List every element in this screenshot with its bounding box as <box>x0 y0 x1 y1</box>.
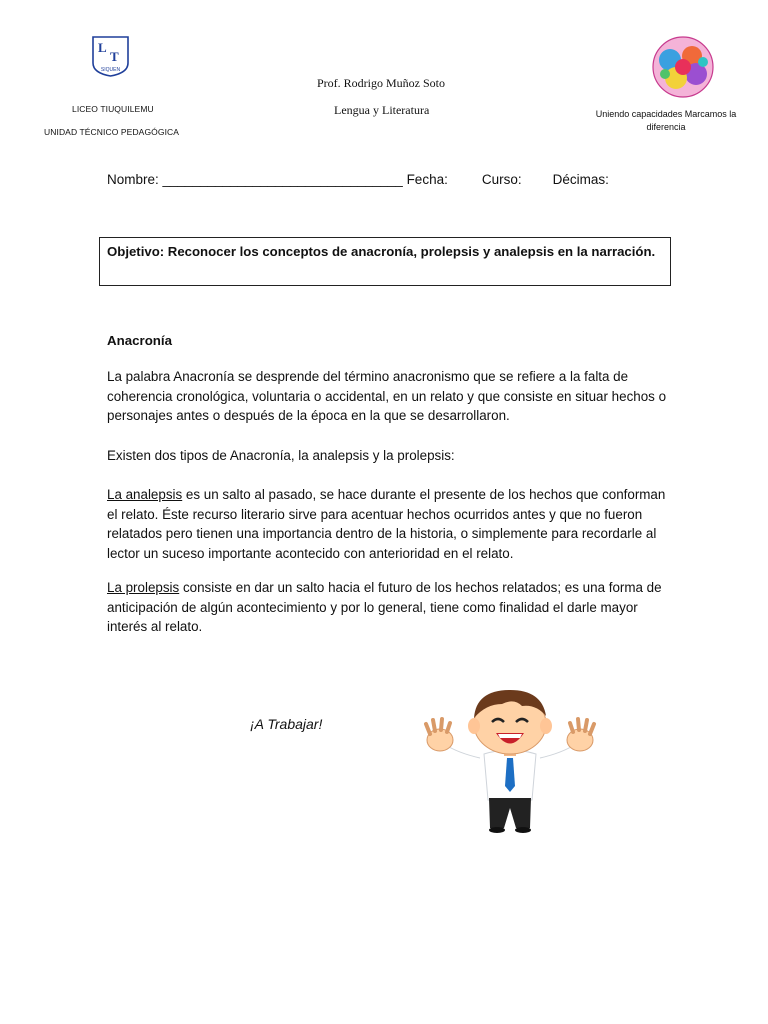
fecha-label: Fecha: <box>406 172 448 187</box>
paragraph-analepsis <box>107 485 667 563</box>
school-logo <box>90 35 131 77</box>
unit-name: UNIDAD TÉCNICO PEDAGÓGICA <box>44 127 180 137</box>
student-fields <box>107 172 609 187</box>
analepsis-text: es un salto al pasado, se hace durante el presente de los hechos que conforman el relato. Éste recurso literario sirve para acentuar hechos ocurridos antes y que no fueron relatados pero tienen una importancia dentro de la historia, o simplemente para recordarle al lector un suceso importante acontecido con anterioridad en el relato. <box>107 487 666 561</box>
teacher-name: Prof. Rodrigo Muñoz Soto <box>317 76 446 90</box>
svg-text:T: T <box>110 49 119 64</box>
prolepsis-term: La prolepsis <box>107 580 180 595</box>
svg-text:SIQUEN: SIQUEN <box>100 67 121 73</box>
objective-box <box>99 237 671 286</box>
objective-text: Objetivo: Reconocer los conceptos de anacronía, prolepsis y analepsis en la narración. <box>107 244 656 259</box>
motto <box>590 108 742 134</box>
curso-label: Curso: <box>481 172 522 187</box>
svg-text:L: L <box>98 40 107 55</box>
section-heading: Anacronía <box>107 333 173 348</box>
paragraph-prolepsis <box>107 578 667 637</box>
subject-name: Lengua y Literatura <box>334 103 430 117</box>
nombre-label: Nombre: <box>107 172 159 187</box>
school-name: LICEO TIUQUILEMU <box>72 104 154 114</box>
motto-line-1: Uniendo capacidades Marcamos la <box>595 109 737 119</box>
motto-line-2: diferencia <box>646 122 686 132</box>
paragraph-definition: La palabra Anacronía se desprende del término anacronismo que se refiere a la falta de coherencia cronológica, voluntaria o accidental, en un relato y que consiste en situar hechos o personajes antes o después de la época en la que se desarrollaron. <box>107 369 667 423</box>
nombre-blank[interactable]: ________________________________ <box>162 172 403 187</box>
motto-logo <box>648 34 718 100</box>
paragraph-types: Existen dos tipos de Anacronía, la analepsis y la prolepsis: <box>107 448 455 463</box>
decimas-label: Décimas: <box>552 172 609 187</box>
prolepsis-text: consiste en dar un salto hacia el futuro de los hechos relatados; es una forma de anticipación de algún acontecimiento y por lo general, tiene como finalidad el darle mayor interés al relato. <box>107 580 662 634</box>
closing-text: ¡A Trabajar! <box>250 716 323 732</box>
happy-businessman-illustration <box>418 678 602 840</box>
analepsis-term: La analepsis <box>107 487 183 502</box>
